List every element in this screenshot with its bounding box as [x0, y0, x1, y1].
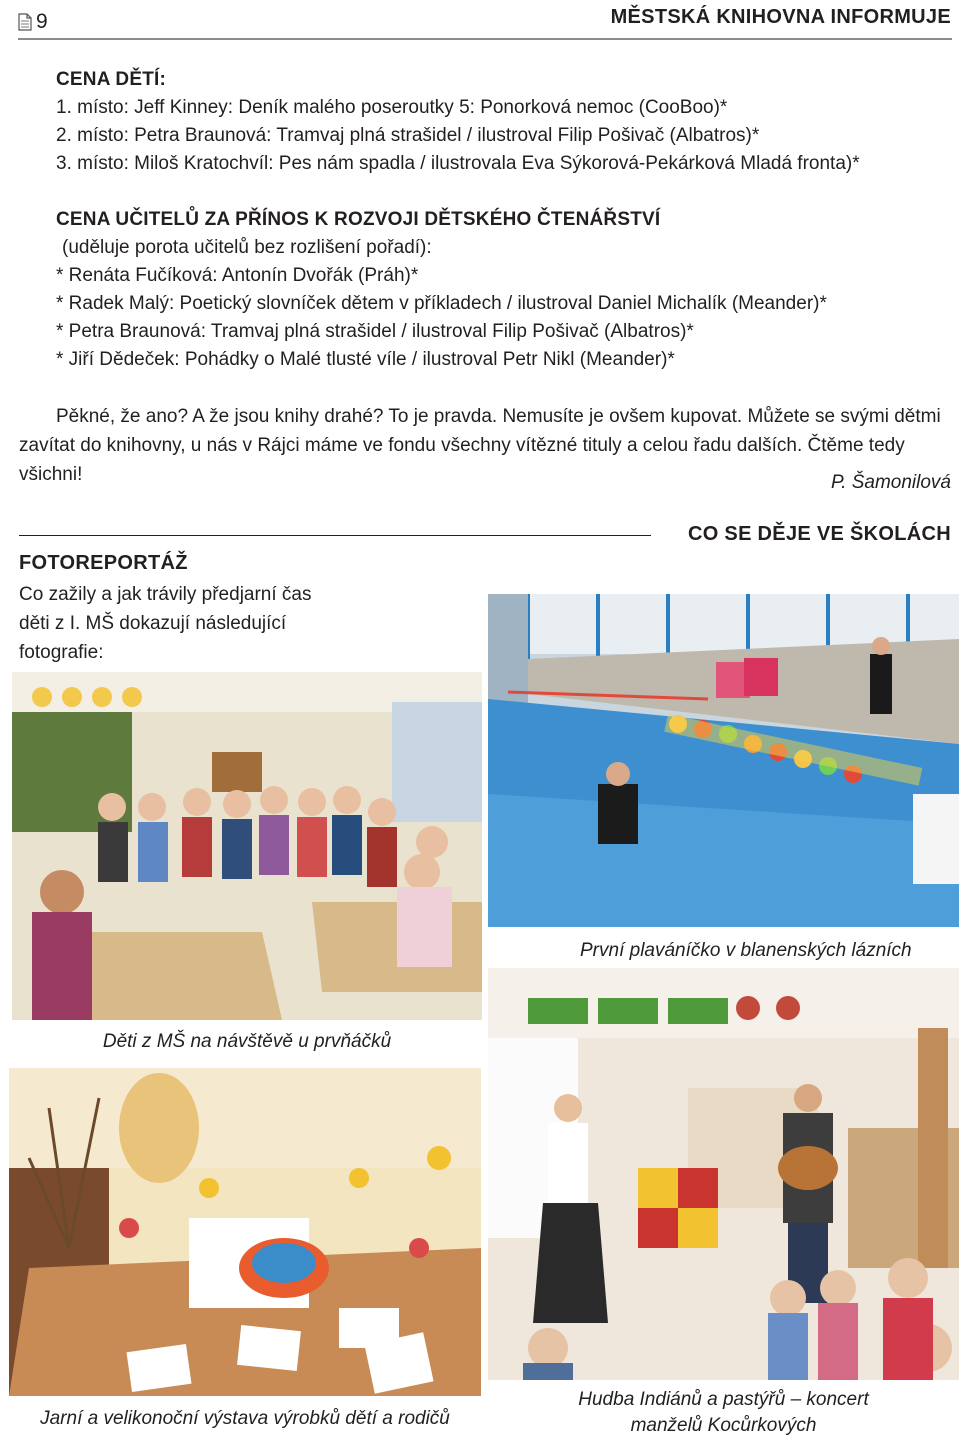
- caption-easter: Jarní a velikonoční výstava výrobků dětí a rodičů: [40, 1408, 450, 1429]
- photo-classroom: [12, 672, 482, 1020]
- page-number: [18, 10, 48, 34]
- page-number-text: 9: [36, 10, 48, 33]
- award-children-heading: CENA DĚTÍ:: [56, 69, 167, 90]
- signature: P. Šamonilová: [830, 472, 951, 493]
- document-icon: [18, 13, 32, 31]
- award-teachers-item-2: * Radek Malý: Poetický slovníček dětem v příkladech / ilustroval Daniel Michalík (Meander)*: [56, 293, 827, 314]
- section-title: CO SE DĚJE VE ŠKOLÁCH: [687, 523, 951, 545]
- photo-swimming: [488, 594, 959, 927]
- photo-easter: [9, 1068, 481, 1396]
- header-rule: [18, 38, 952, 40]
- caption-concert-line2: manželů Kocůrkových: [630, 1415, 817, 1436]
- caption-concert-line1: Hudba Indiánů a pastýřů – koncert: [578, 1389, 869, 1410]
- award-children-item-1: 1. místo: Jeff Kinney: Deník malého poseroutky 5: Ponorková nemoc (CooBoo)*: [56, 97, 728, 118]
- section-rule: [19, 535, 651, 536]
- award-teachers-heading: CENA UČITELŮ ZA PŘÍNOS K ROZVOJI DĚTSKÉHO ČTENÁŘSTVÍ: [56, 209, 661, 230]
- caption-classroom: Děti z MŠ na návštěvě u prvňáčků: [102, 1031, 392, 1052]
- award-teachers-note: (uděluje porota učitelů bez rozlišení pořadí):: [62, 237, 432, 258]
- photo-concert: [488, 968, 959, 1380]
- page-header-title: MĚSTSKÁ KNIHOVNA INFORMUJE: [610, 6, 951, 28]
- award-teachers-item-3: * Petra Braunová: Tramvaj plná strašidel / ilustroval Filip Pošivač (Albatros)*: [56, 321, 694, 342]
- award-teachers-item-4: * Jiří Dědeček: Pohádky o Malé tlusté víle / ilustroval Petr Nikl (Meander)*: [56, 349, 675, 370]
- award-teachers-item-1: * Renáta Fučíková: Antonín Dvořák (Práh)*: [56, 265, 419, 286]
- photo-report-text: Co zažily a jak trávily předjarní čas děti z I. MŠ dokazují následující fotografie:: [19, 584, 312, 663]
- award-children-item-2: 2. místo: Petra Braunová: Tramvaj plná strašidel / ilustroval Filip Pošivač (Albatros)*: [56, 125, 760, 146]
- caption-swimming: První plaváníčko v blanenských lázních: [580, 940, 912, 961]
- award-children-item-3: 3. místo: Miloš Kratochvíl: Pes nám spadla / ilustrovala Eva Sýkorová-Pekárková Mladá fronta)*: [56, 153, 860, 174]
- closing-paragraph: Pěkné, že ano? A že jsou knihy drahé? To je pravda. Nemusíte je ovšem kupovat. Můžete se svými dětmi zavítat do knihovny, u nás v Rájci máme ve fondu všechny vítězné tituly a celou řadu dalších. Čtěme tedy všichni!: [19, 406, 941, 485]
- photo-report-heading: FOTOREPORTÁŽ: [19, 552, 188, 574]
